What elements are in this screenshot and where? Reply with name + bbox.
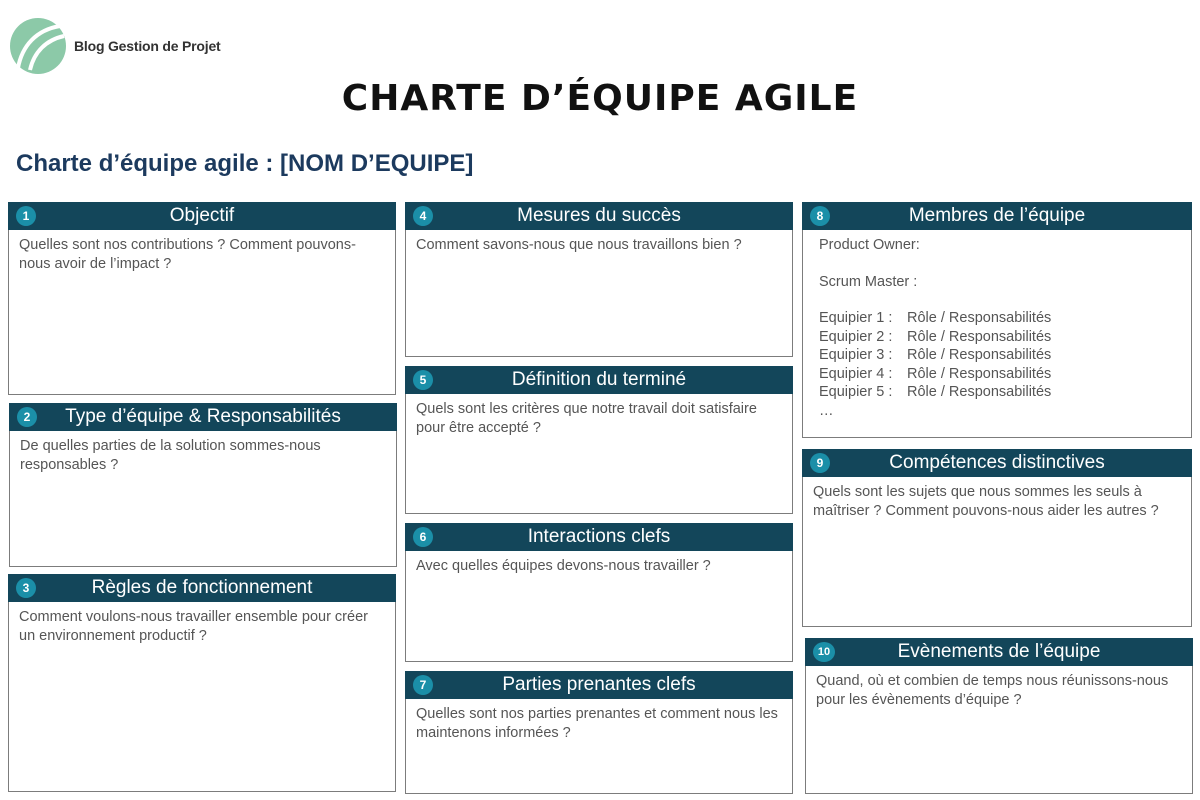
number-badge: 7 — [413, 675, 433, 695]
number-badge: 10 — [813, 642, 835, 662]
member-label: Equipier 3 : — [819, 347, 893, 363]
member-label: Equipier 1 : — [819, 310, 893, 326]
card-title: Interactions clefs — [527, 526, 671, 547]
card-title: Définition du terminé — [511, 369, 687, 390]
member-row — [819, 328, 1175, 347]
card-definition-termine — [405, 366, 793, 514]
member-role: Rôle / Responsabilités — [907, 328, 1052, 345]
member-row — [819, 383, 1175, 402]
card-header — [405, 671, 793, 699]
page-subtitle: Charte d’équipe agile : [NOM D’EQUIPE] — [16, 150, 474, 177]
card-title: Compétences distinctives — [889, 452, 1105, 473]
card-membres — [802, 202, 1192, 438]
card-title: Mesures du succès — [517, 205, 681, 226]
member-label: Equipier 5 : — [819, 384, 893, 400]
member-row — [819, 365, 1175, 384]
logo-text: Blog Gestion de Projet — [74, 38, 221, 54]
number-badge: 2 — [17, 407, 37, 427]
card-title: Evènements de l’équipe — [897, 641, 1101, 662]
card-evenements — [805, 638, 1193, 794]
card-header — [805, 638, 1193, 666]
card-prompt: Comment savons-nous que nous travaillons bien ? — [416, 237, 742, 253]
card-parties-prenantes — [405, 671, 793, 794]
member-row — [819, 309, 1175, 328]
number-badge: 6 — [413, 527, 433, 547]
card-mesures-succes — [405, 202, 793, 357]
card-header — [405, 523, 793, 551]
card-header — [802, 202, 1192, 230]
member-label: Equipier 2 : — [819, 328, 893, 345]
card-objectif — [8, 202, 396, 395]
member-row — [819, 346, 1175, 365]
card-title: Membres de l’équipe — [908, 205, 1086, 226]
card-prompt: Comment voulons-nous travailler ensemble pour créer un environnement productif ? — [19, 609, 368, 644]
logo — [8, 16, 221, 76]
card-header — [802, 449, 1192, 477]
number-badge: 5 — [413, 370, 433, 390]
member-label: Equipier 4 : — [819, 365, 893, 382]
card-title: Objectif — [169, 205, 235, 226]
card-type-equipe — [9, 403, 397, 567]
card-title: Type d’équipe & Responsabilités — [65, 406, 341, 427]
number-badge: 3 — [16, 578, 36, 598]
card-title: Règles de fonctionnement — [91, 577, 313, 598]
card-prompt: Quels sont les critères que notre travail doit satisfaire pour être accepté ? — [416, 401, 757, 436]
members-ellipsis: … — [819, 402, 834, 419]
members-list — [803, 230, 1191, 426]
member-role: Rôle / Responsabilités — [907, 365, 1052, 382]
card-prompt: De quelles parties de la solution sommes-nous responsables ? — [20, 438, 321, 473]
number-badge: 4 — [413, 206, 433, 226]
card-header — [405, 366, 793, 394]
member-role: Rôle / Responsabilités — [907, 347, 1052, 363]
number-badge: 8 — [810, 206, 830, 226]
card-prompt: Quelles sont nos parties prenantes et comment nous les maintenons informées ? — [416, 706, 778, 741]
number-badge: 1 — [16, 206, 36, 226]
scrum-master-label: Scrum Master : — [819, 273, 918, 290]
member-role: Rôle / Responsabilités — [907, 384, 1052, 400]
product-owner-label: Product Owner: — [819, 237, 920, 253]
card-prompt: Quand, où et combien de temps nous réunissons-nous pour les évènements d’équipe ? — [816, 673, 1169, 708]
card-header — [8, 574, 396, 602]
logo-leaf-icon — [8, 16, 68, 76]
card-regles — [8, 574, 396, 792]
card-prompt: Quels sont les sujets que nous sommes les seuls à maîtriser ? Comment pouvons-nous aider les autres ? — [813, 484, 1159, 519]
card-prompt: Avec quelles équipes devons-nous travailler ? — [416, 558, 711, 574]
card-interactions — [405, 523, 793, 662]
card-competences — [802, 449, 1192, 627]
page-title: CHARTE D’ÉQUIPE AGILE — [341, 78, 859, 119]
card-title: Parties prenantes clefs — [502, 674, 696, 695]
card-header — [9, 403, 397, 431]
member-role: Rôle / Responsabilités — [907, 310, 1052, 326]
card-header — [8, 202, 396, 230]
card-header — [405, 202, 793, 230]
number-badge: 9 — [810, 453, 830, 473]
card-prompt: Quelles sont nos contributions ? Comment pouvons-nous avoir de l’impact ? — [19, 237, 356, 272]
